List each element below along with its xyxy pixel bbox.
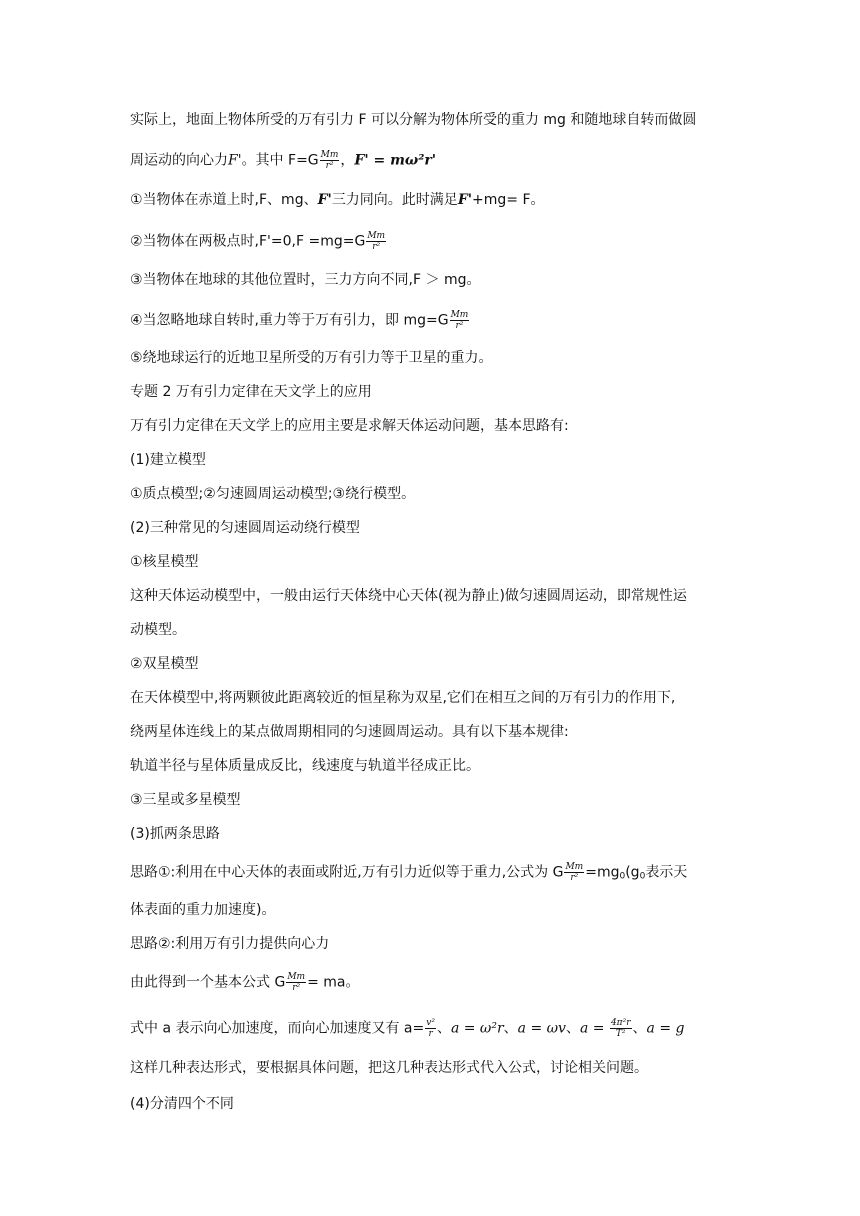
math-equation: a = g xyxy=(646,1020,685,1037)
fraction xyxy=(320,150,340,171)
text: ①质点模型;②匀速圆周运动模型;③绕行模型。 xyxy=(130,486,416,502)
math-symbol: F' xyxy=(317,192,332,208)
text: ， xyxy=(340,152,355,169)
paragraph-idea-2 xyxy=(130,934,730,954)
model-heading-core-star xyxy=(130,552,730,572)
fraction xyxy=(286,972,306,993)
fraction xyxy=(425,1018,436,1039)
text: 动模型。 xyxy=(130,622,186,638)
fraction-denominator: r² xyxy=(292,983,301,993)
text: ②双星模型 xyxy=(130,656,199,672)
text: (1)建立模型 xyxy=(130,452,206,468)
text: =mg xyxy=(585,864,620,881)
text: 思路①:利用在中心天体的表面或附近,万有引力近似等于重力,公式为 G xyxy=(130,864,564,881)
text: 、 xyxy=(436,1020,451,1037)
paragraph-binary-law xyxy=(130,756,730,776)
paragraph-idea-1-cont xyxy=(130,900,730,920)
paragraph-expression-forms xyxy=(130,1058,730,1078)
subheading-build-model xyxy=(130,450,730,470)
math-symbol: F' xyxy=(457,192,473,208)
fraction-numerator: Mm xyxy=(565,862,584,872)
text: 这样几种表达形式，要根据具体问题，把这几种表达形式代入公式，讨论相关问题。 xyxy=(130,1060,648,1076)
model-heading-multi-star xyxy=(130,790,730,810)
paragraph-core-star-b xyxy=(130,620,730,640)
text: 专题 2 万有引力定律在天文学上的应用 xyxy=(130,384,372,400)
fraction-numerator: Mm xyxy=(367,231,386,241)
fraction-denominator: r² xyxy=(455,321,464,331)
text: ①核星模型 xyxy=(130,554,199,570)
model-heading-binary-star xyxy=(130,654,730,674)
text: 、 xyxy=(632,1020,647,1037)
fraction xyxy=(564,862,584,883)
fraction-denominator: r² xyxy=(570,873,579,883)
math-equation: a = xyxy=(579,1020,609,1037)
item-ignore-rotation xyxy=(130,310,730,331)
paragraph-binary-star-b xyxy=(130,722,730,742)
section-heading-topic-2 xyxy=(130,382,730,402)
fraction-denominator: r² xyxy=(372,242,381,252)
fraction-numerator: v² xyxy=(426,1018,435,1028)
paragraph-core-star-a xyxy=(130,586,730,606)
fraction-numerator: Mm xyxy=(320,150,339,160)
math-equation: a = ω²r xyxy=(450,1020,504,1037)
text: ②当物体在两极点时,F'=0,F =mg=G xyxy=(130,233,366,250)
text: 。其中 F=G xyxy=(241,152,319,169)
fraction-denominator: r² xyxy=(325,161,334,171)
text: 表示天 xyxy=(645,864,688,881)
text: 这种天体运动模型中，一般由运行天体绕中心天体(视为静止)做匀速圆周运动，即常规性运 xyxy=(130,588,687,604)
fraction-denominator: r xyxy=(428,1029,433,1039)
paragraph-gravity-decomposition xyxy=(130,110,730,130)
math-equation: a = ωv xyxy=(517,1020,566,1037)
fraction xyxy=(366,231,386,252)
subscript: 0 xyxy=(639,871,646,882)
text: 体表面的重力加速度)。 xyxy=(130,902,276,918)
math-symbol: F' xyxy=(228,152,242,169)
subscript: 0 xyxy=(619,871,626,882)
subheading-two-ideas xyxy=(130,824,730,844)
text: 实际上，地面上物体所受的万有引力 F 可以分解为物体所受的重力 mg 和随地球自转而做圆 xyxy=(130,112,697,128)
text: 三力同向。此时满足 xyxy=(331,192,458,208)
paragraph-idea-1 xyxy=(130,862,730,887)
text: 式中 a 表示向心加速度，而向心加速度又有 a= xyxy=(130,1020,425,1037)
text: 周运动的向心力 xyxy=(130,152,228,169)
text: +mg= F。 xyxy=(472,192,545,208)
paragraph-centripetal-force xyxy=(130,150,730,171)
item-near-earth-satellite xyxy=(130,348,730,368)
paragraph-basic-formula xyxy=(130,972,730,993)
fraction xyxy=(610,1018,632,1039)
text: (2)三种常见的匀速圆周运动绕行模型 xyxy=(130,520,360,536)
text: 绕两星体连线上的某点做周期相同的匀速圆周运动。具有以下基本规律: xyxy=(130,724,569,740)
text: 由此得到一个基本公式 G xyxy=(130,974,286,991)
item-other-positions xyxy=(130,270,730,290)
text: ⑤绕地球运行的近地卫星所受的万有引力等于卫星的重力。 xyxy=(130,350,493,366)
text: ④当忽略地球自转时,重力等于万有引力，即 mg=G xyxy=(130,312,449,329)
paragraph-acceleration-forms xyxy=(130,1018,730,1039)
paragraph-intro xyxy=(130,416,730,436)
subheading-three-models xyxy=(130,518,730,538)
math-equation: F' = mω²r' xyxy=(354,152,437,169)
text: 轨道半径与星体质量成反比，线速度与轨道半径成正比。 xyxy=(130,758,480,774)
text: (3)抓两条思路 xyxy=(130,826,220,842)
text: ①当物体在赤道上时,F、mg、 xyxy=(130,192,318,208)
text: 思路②:利用万有引力提供向心力 xyxy=(130,936,330,952)
text: 、 xyxy=(565,1020,580,1037)
text: ③当物体在地球的其他位置时，三力方向不同,F ＞ mg。 xyxy=(130,272,481,288)
fraction xyxy=(450,310,470,331)
fraction-denominator: T² xyxy=(615,1029,626,1039)
text: (4)分清四个不同 xyxy=(130,1096,234,1112)
paragraph-binary-star-a xyxy=(130,688,730,708)
text: (g xyxy=(625,864,640,881)
item-poles xyxy=(130,231,730,252)
fraction-numerator: Mm xyxy=(287,972,306,982)
text: 在天体模型中,将两颗彼此距离较近的恒星称为双星,它们在相互之间的万有引力的作用下, xyxy=(130,690,676,706)
model-list xyxy=(130,484,730,504)
text: 、 xyxy=(503,1020,518,1037)
text: 万有引力定律在天文学上的应用主要是求解天体运动问题，基本思路有: xyxy=(130,418,569,434)
text: ③三星或多星模型 xyxy=(130,792,241,808)
text: = ma。 xyxy=(307,974,360,991)
fraction-numerator: Mm xyxy=(450,310,469,320)
fraction-numerator: 4π²r xyxy=(610,1018,631,1028)
item-equator xyxy=(130,190,730,210)
subheading-four-differences xyxy=(130,1094,730,1114)
